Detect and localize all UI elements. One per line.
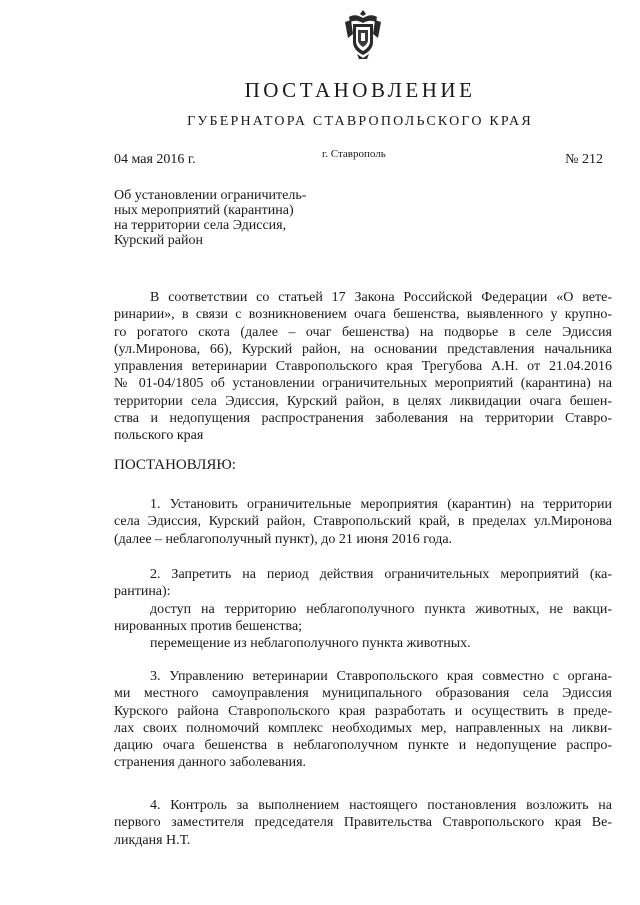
text-line: 1. Установить ограничительные мероприятия (карантин) на территории bbox=[150, 497, 612, 512]
text-line: В соответствии со статьей 17 Закона Российской Федерации «О вете- bbox=[150, 290, 612, 305]
subject-line: ных мероприятий (карантина) bbox=[114, 203, 294, 218]
decree-item-3 bbox=[114, 668, 612, 772]
text-line: ликданя Н.Т. bbox=[114, 832, 191, 848]
document-subject bbox=[114, 188, 364, 248]
text-line: 4. Контроль за выполнением настоящего постановления возложить на bbox=[150, 798, 612, 813]
text-line: ринарии», в связи с возникновением очага бешенства, выявленного у крупно- bbox=[114, 307, 612, 323]
text-line: ми местного самоуправления муниципального образования села Эдиссия bbox=[114, 686, 612, 702]
text-line: перемещение из неблагополучного пункта животных. bbox=[150, 636, 471, 652]
decree-heading: ПОСТАНОВЛЯЮ: bbox=[114, 457, 236, 473]
text-line: (ул.Миронова, 66), Курский район, на основании представления начальника bbox=[114, 341, 612, 357]
subject-line: Об установлении ограничитель- bbox=[114, 188, 307, 203]
text-line: го рогатого скота (далее – очаг бешенства) на подворье в селе Эдиссия bbox=[114, 324, 612, 340]
text-line: 2. Запретить на период действия ограничительных мероприятий (ка- bbox=[150, 567, 612, 582]
text-line: Курского района Ставропольского края разработать и осуществить в преде- bbox=[114, 703, 612, 719]
document-date: 04 мая 2016 г. bbox=[114, 152, 196, 167]
text-line: ства и недопущения распространения заболевания на территории Ставро- bbox=[114, 411, 612, 427]
document-title: ПОСТАНОВЛЕНИЕ bbox=[244, 78, 476, 102]
subject-line: на территории села Эдиссия, bbox=[114, 218, 287, 233]
text-line: доступ на территорию неблагополучного пункта животных, не вакци- bbox=[150, 601, 612, 617]
text-line: территории села Эдиссия, Курский район, в целях ликвидации очага бешен- bbox=[114, 393, 612, 409]
text-line: лах своих полномочий комплекс необходимых мер, направленных на ликви- bbox=[114, 720, 612, 736]
coat-of-arms-emblem bbox=[343, 8, 383, 60]
preamble-paragraph bbox=[114, 289, 612, 445]
decree-item-1 bbox=[114, 496, 612, 548]
text-line: странения данного заболевания. bbox=[114, 755, 307, 771]
text-line: нированных против бешенства; bbox=[114, 618, 303, 634]
text-line: польского края bbox=[114, 428, 204, 444]
text-line: управления ветеринарии Ставропольского края Трегубова А.Н. от 21.04.2016 bbox=[114, 359, 612, 375]
subject-line: Курский район bbox=[114, 233, 203, 248]
document-subtitle: ГУБЕРНАТОРА СТАВРОПОЛЬСКОГО КРАЯ bbox=[187, 114, 533, 129]
text-line: села Эдиссия, Курский район, Ставропольский край, в пределах ул.Миронова bbox=[114, 514, 612, 530]
text-line: рантина): bbox=[114, 584, 171, 600]
text-line: № 01-04/1805 об установлении ограничительных мероприятий (карантина) на bbox=[114, 376, 612, 392]
text-line: 3. Управлению ветеринарии Ставропольского края совместно с органа- bbox=[150, 669, 612, 684]
document-city: г. Ставрополь bbox=[322, 148, 386, 160]
decree-item-4 bbox=[114, 797, 612, 849]
text-line: первого заместителя председателя Правительства Ставропольского края Ве- bbox=[114, 815, 612, 831]
text-line: (далее – неблагополучный пункт), до 21 июня 2016 года. bbox=[114, 531, 453, 547]
document-number: № 212 bbox=[565, 152, 603, 167]
decree-item-2 bbox=[114, 566, 612, 652]
text-line: дацию очага бешенства в неблагополучном пункте и недопущение распро- bbox=[114, 738, 612, 754]
